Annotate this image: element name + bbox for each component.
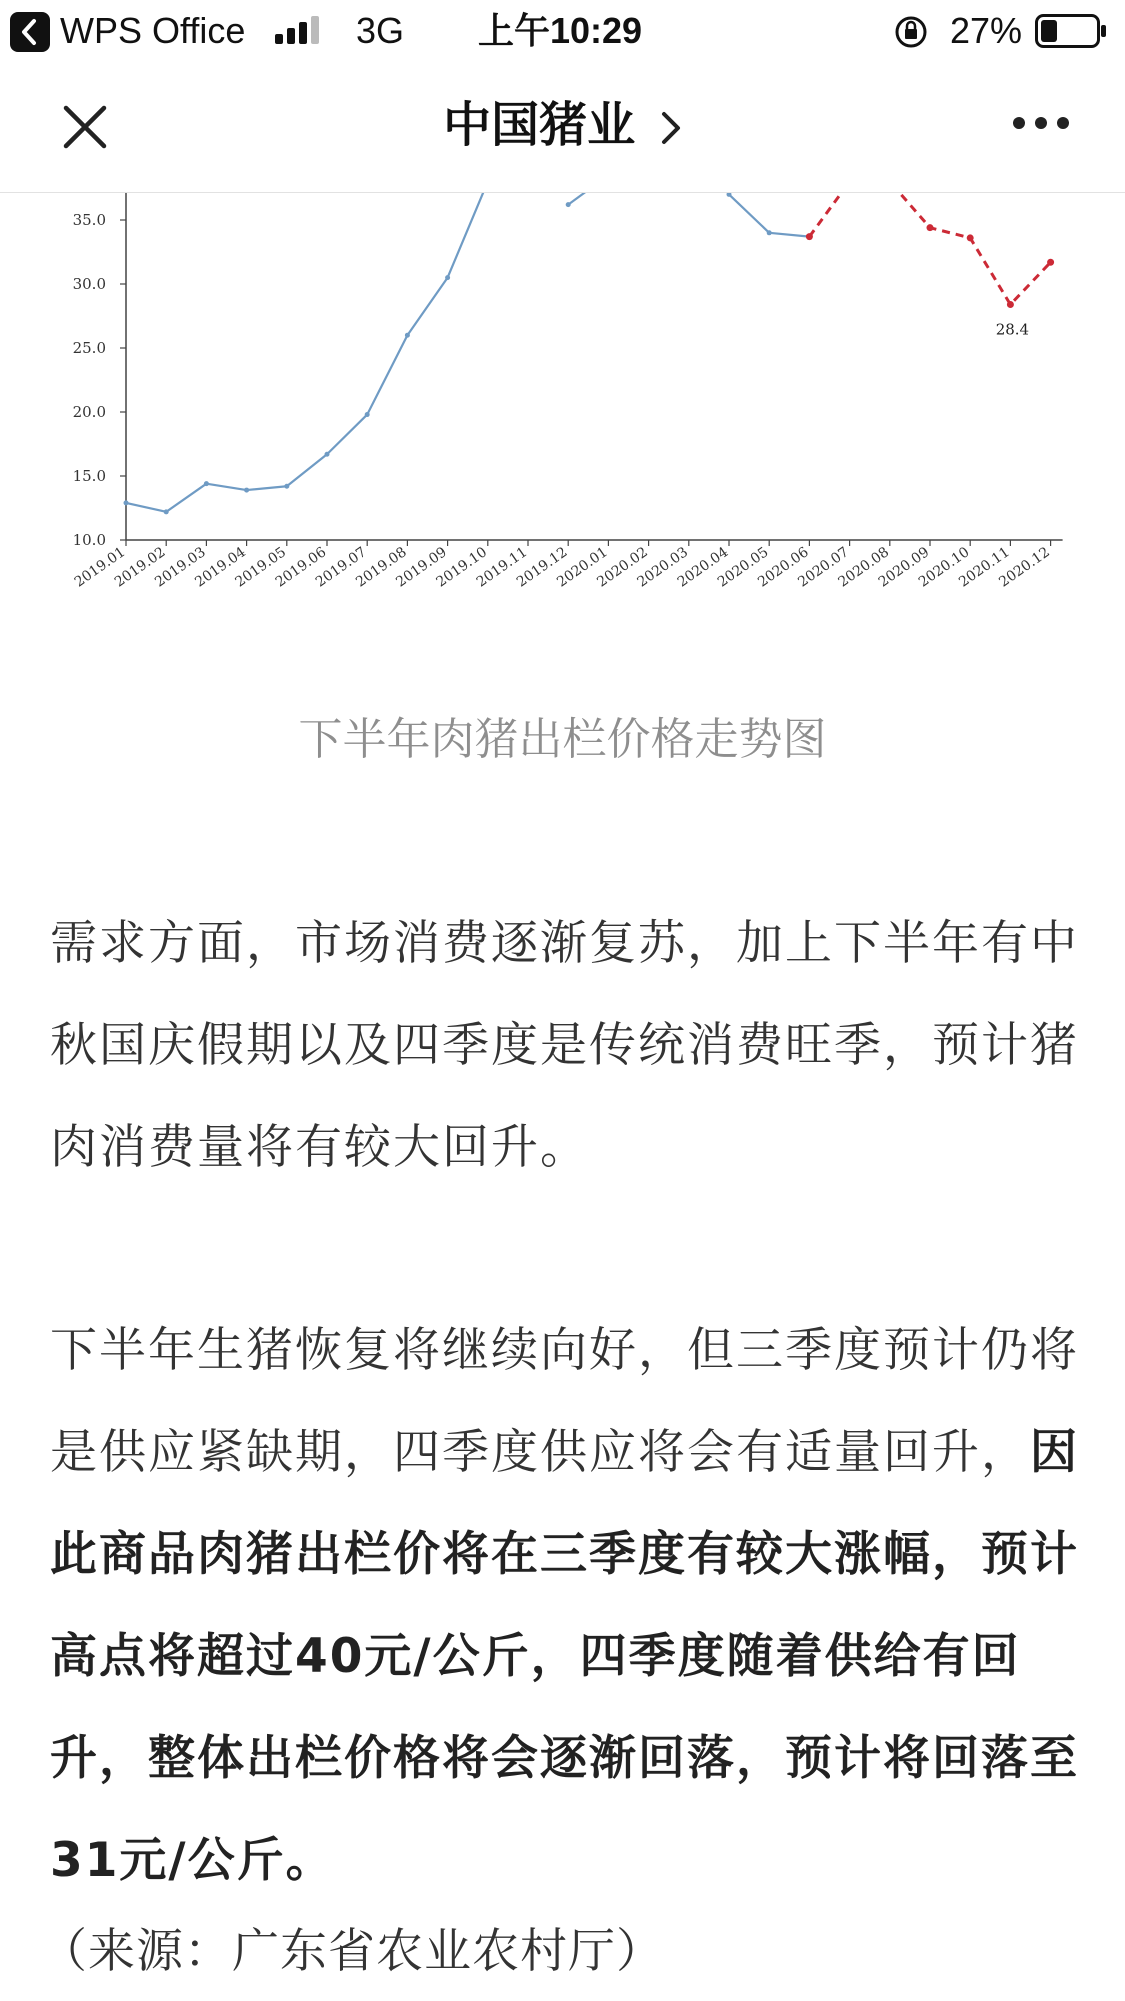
y-tick-label: 10.0	[72, 531, 106, 549]
network-label: 3G	[356, 10, 405, 51]
x-tick-label: 2020.06	[755, 544, 812, 591]
data-point	[244, 488, 249, 493]
data-point	[204, 481, 209, 486]
data-point	[1047, 259, 1054, 266]
x-tick-label: 2019.02	[111, 544, 169, 591]
x-tick-label: 2019.11	[473, 544, 531, 591]
y-tick-label: 30.0	[72, 275, 106, 293]
battery-percent: 27%	[950, 10, 1023, 51]
x-tick-label: 2020.03	[634, 544, 692, 591]
data-point	[284, 484, 289, 489]
x-tick-label: 2020.09	[875, 544, 933, 591]
back-app-label[interactable]: WPS Office	[60, 10, 246, 51]
data-point	[365, 412, 370, 417]
back-app-icon[interactable]	[10, 12, 50, 52]
data-point	[927, 224, 934, 231]
series-line-0	[126, 193, 488, 512]
series-line-1	[809, 193, 1050, 304]
price-trend-chart	[0, 193, 1125, 663]
data-point	[164, 509, 169, 514]
data-point	[445, 275, 450, 280]
x-tick-label: 2020.12	[996, 544, 1053, 591]
data-point	[566, 202, 571, 207]
data-point	[1007, 301, 1014, 308]
x-tick-label: 2019.05	[232, 544, 290, 591]
x-tick-label: 2019.08	[353, 544, 410, 591]
x-tick-label: 2019.12	[513, 544, 571, 591]
x-tick-label: 2019.09	[393, 544, 450, 591]
x-tick-label: 2019.04	[192, 544, 249, 591]
x-tick-label: 2020.04	[674, 544, 732, 591]
paragraph-supply-text: 下半年生猪恢复将继续向好，但三季度预计仍将是供应紧缺期，四季度供应将会有适量回升，	[50, 1323, 1079, 1480]
status-bar	[0, 0, 1125, 62]
signal-icon	[275, 16, 323, 46]
x-tick-label: 2019.03	[152, 544, 209, 591]
data-label: 28.4	[995, 320, 1030, 339]
battery-icon	[1035, 14, 1107, 48]
data-point	[967, 234, 974, 241]
series-line-0	[568, 193, 608, 205]
data-point	[325, 452, 330, 457]
y-tick-label: 25.0	[72, 339, 106, 357]
source-note: （来源：广东省农业农村厅）	[40, 1924, 664, 1979]
x-tick-label: 2020.10	[915, 544, 973, 591]
chevron-right-icon[interactable]	[660, 110, 682, 146]
x-tick-label: 2019.01	[71, 544, 129, 591]
data-point	[767, 230, 772, 235]
data-point	[124, 500, 129, 505]
rotation-lock-icon	[893, 14, 929, 50]
y-tick-label: 15.0	[72, 467, 106, 485]
x-tick-label: 2019.07	[312, 544, 370, 591]
y-tick-label: 20.0	[72, 403, 106, 421]
x-tick-label: 2020.07	[795, 544, 852, 591]
data-point	[806, 233, 813, 240]
account-title[interactable]	[0, 90, 1125, 160]
account-name[interactable]: 中国猪业	[443, 97, 636, 153]
data-point	[405, 333, 410, 338]
x-tick-label: 2020.05	[714, 544, 772, 591]
nav-bar	[0, 62, 1125, 193]
clock: 上午10:29	[478, 10, 643, 51]
x-tick-label: 2020.01	[554, 544, 611, 591]
x-tick-label: 2019.10	[433, 544, 491, 591]
x-tick-label: 2020.08	[835, 544, 893, 591]
x-tick-label: 2020.02	[594, 544, 651, 591]
price-line-chart	[0, 193, 1125, 663]
paragraph-demand: 需求方面，市场消费逐渐复苏，加上下半年有中秋国庆假期以及四季度是传统消费旺季，预计猪肉消费量将有较大回升。	[50, 916, 1079, 1175]
chart-caption: 下半年肉猪出栏价格走势图	[298, 714, 827, 765]
x-tick-label: 2020.11	[956, 544, 1013, 591]
x-tick-label: 2019.06	[272, 544, 330, 591]
y-tick-label: 35.0	[72, 211, 106, 229]
paragraph-supply	[50, 1300, 1080, 1912]
more-icon[interactable]	[1012, 116, 1070, 130]
paragraph-supply-bold: 因此商品肉猪出栏价将在三季度有较大涨幅，预计高点将超过40元/公斤，四季度随着供给有回升，整体出栏价格将会逐渐回落，预计将回落至31元/公斤。	[50, 1425, 1079, 1888]
